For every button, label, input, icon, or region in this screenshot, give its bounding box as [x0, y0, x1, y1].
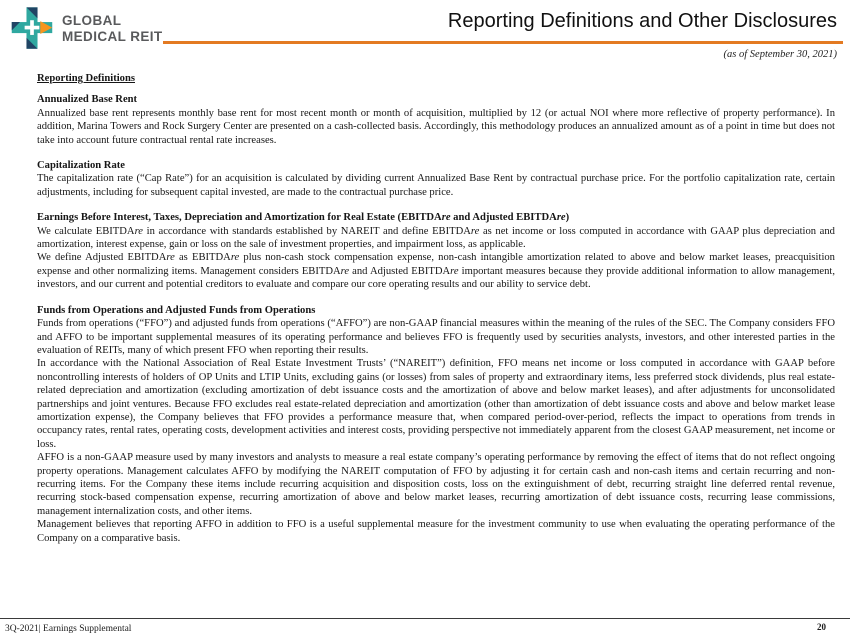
capitalization-rate-paragraph: The capitalization rate (“Cap Rate”) for an acquisition is calculated by dividing current Annualized Base Rent by contractual purchase price. For the portfolio capitalization rate, certain adjustments, including for subsequent capital invested, are made to the contractual purchase price.: [37, 173, 835, 198]
section-heading-ebitda: [37, 211, 835, 224]
company-logo: [9, 7, 163, 50]
company-name-line2: MEDICAL REIT: [62, 28, 163, 44]
company-name-line1: GLOBAL: [62, 13, 122, 28]
footer-label: 3Q-2021| Earnings Supplemental: [5, 624, 132, 634]
footer: [0, 618, 850, 638]
section-ffo: [37, 304, 835, 545]
page-title: Reporting Definitions and Other Disclosures: [447, 10, 837, 32]
document-body: [0, 66, 850, 545]
ffo-paragraph-1: Funds from operations (“FFO”) and adjusted funds from operations (“AFFO”) are non-GAAP financial measures within the meaning of the rules of the SEC. The Company considers FFO and AFFO to be important supplemental measures of its operating performance and believes FFO is frequently used by securities analysts, investors, and other interested parties in the evaluation of REITs, many of which present FFO when reporting their results.: [37, 318, 835, 356]
ebitda-heading-italic: re: [441, 212, 451, 224]
ebitda-heading-text: Earnings Before Interest, Taxes, Depreciation and Amortization for Real Estate (EBITDA: [37, 212, 442, 224]
ebitda-heading-italic: re: [556, 212, 566, 224]
ffo-paragraph-2: In accordance with the National Association of Real Estate Investment Trusts’ (“NAREIT”) definition, FFO means net income or loss computed in accordance with GAAP before noncontrolling interests of holders of OP Units and LTIP Units, excluding gains (or losses) from sales of property and extraordinary items, less preferred stock dividends, plus real estate-related depreciation and amortization (excluding amortization of debt issuance costs and the amortization of above and below market leases), and after adjustments for unconsolidated partnerships and joint ventures. Because FFO excludes real estate-related depreciation and amortization (other than amortization of debt issuance costs and above and below market lease amortization expense), the Company believes that FFO provides a performance measure that, when compared period-over-period, reflects the impact to operations from trends in occupancy rates, rental rates, operating costs, development activities and interest costs, providing perspective not immediately apparent from the closest GAAP measurement, net income or loss.: [37, 358, 836, 450]
accent-divider: [163, 41, 843, 44]
page-number: 20: [817, 622, 826, 632]
section-capitalization-rate: [37, 159, 835, 199]
section-heading-capitalization-rate: Capitalization Rate: [37, 160, 125, 172]
section-heading-ffo: Funds from Operations and Adjusted Funds from Operations: [37, 304, 316, 316]
ebitda-heading-text: ): [565, 212, 570, 224]
ffo-paragraph-3: AFFO is a non-GAAP measure used by many investors and analysts to measure a real estate company’s operating performance by removing the effect of items that do not reflect ongoing property operations. Management calculates AFFO by modifying the NAREIT computation of FFO by adjusting it for certain cash and non-cash items and certain recurring and non-recurring items. For the Company these items include recurring acquisition and disposition costs, loss on the extinguishment of debt, recurring straight line deferred rental revenue, recurring stock-based compensation expense, recurring amortization of above and below market leases, recurring amortization of debt issuance costs, recurring lease commissions, management internalization costs, and other items.: [37, 452, 835, 517]
medical-cross-logo-icon: [9, 7, 55, 50]
as-of-date: (as of September 30, 2021): [723, 49, 837, 60]
header: [0, 0, 850, 66]
annualized-base-rent-paragraph: Annualized base rent represents monthly base rent for most recent month or month of acquisition, multiplied by 12 (or actual NOI where more reflective of property performance). In addition, Marina Towers and Rock Surgery Center are presented on a cash-collected basis. Accordingly, this methodology produces an annualized amount as of a point in time but does not take into account future contractual rental rate increases.: [37, 107, 835, 146]
ebitda-paragraph-1: We calculate EBITDAre in accordance with standards established by NAREIT and define EBITDAre as net income or loss computed in accordance with GAAP plus depreciation and amortization, interest expense, gain or loss on the sale of investment properties, and impairment loss, as applicable.: [37, 225, 835, 251]
ffo-paragraph-4: Management believes that reporting AFFO in addition to FFO is a useful supplemental measure for the investment community to use when evaluating the operating performance of the Company on a comparative basis.: [37, 519, 835, 544]
main-heading: Reporting Definitions: [37, 73, 135, 84]
section-ebitda: [37, 211, 835, 291]
company-name: [62, 13, 163, 44]
ebitda-paragraph-2: We define Adjusted EBITDAre as EBITDAre plus non-cash stock compensation expense, non-cash intangible amortization related to above and below market leases, preacquisition expense and other normalizing items. Management considers EBITDAre and Adjusted EBITDAre important measures because they provide additional information to allow management, investors, and our current and potential creditors to evaluate and compare our core operating results and our ability to service debt.: [37, 252, 835, 291]
ebitda-heading-text: and Adjusted EBITDA: [450, 212, 557, 224]
section-heading-annualized-base-rent: Annualized Base Rent: [37, 94, 138, 106]
section-annualized-base-rent: [37, 93, 835, 147]
